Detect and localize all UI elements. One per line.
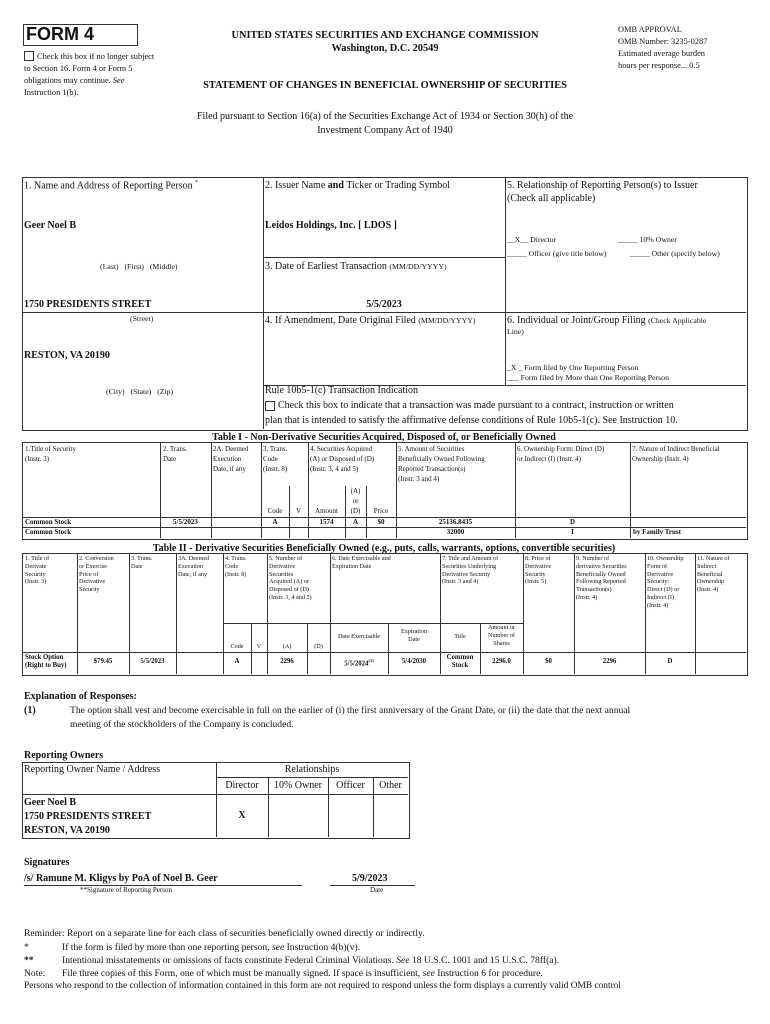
- box6-label-c: Line): [507, 327, 524, 336]
- omb-title: OMB APPROVAL: [618, 25, 682, 34]
- omb-burden-2: hours per response... 0.5: [618, 61, 700, 70]
- t1-title: Common Stock: [25, 528, 72, 536]
- owners-col-officer: Officer: [336, 780, 365, 791]
- t1-price-header: Price: [373, 507, 389, 515]
- t2-col8-header: 8. Price of Derivative Security (Instr. 5): [525, 555, 552, 586]
- reporting-person-name: Geer Noel B: [24, 220, 77, 231]
- rule-10b5-text-1: Check this box to indicate that a transaction was made pursuant to a contract, instruction or written: [265, 400, 674, 411]
- t2-v-header: V: [256, 643, 262, 650]
- explanation-text-2: meeting of the stockholders of the Company is concluded.: [70, 719, 294, 730]
- t2-form: D: [667, 658, 673, 665]
- explanation-text-1: The option shall vest and become exercisable in full on the earlier of (i) the first anniversary of the Grant Date, or (ii) the date that the next annual: [70, 705, 631, 716]
- t2-a: 2296: [280, 658, 294, 665]
- t2-exercisable: 5/5/2024$^{(1)}$: [344, 658, 374, 668]
- t2-a-header: (A): [282, 643, 292, 650]
- t2-date: 5/5/2023: [140, 658, 165, 665]
- footnote-note-mark: Note:: [24, 968, 46, 979]
- t2-title-header: Title: [454, 633, 466, 640]
- t2-conversion: $79.45: [93, 658, 113, 665]
- other-option: _____ Other (specify below): [630, 249, 720, 258]
- reporting-person-street: 1750 PRESIDENTS STREET: [24, 299, 152, 310]
- t1-col1-header: 1.Title of Security (Instr. 3): [25, 445, 76, 463]
- explanation-num: (1): [24, 705, 36, 716]
- multi-person-option: ___ Form filed by More than One Reporting Person: [507, 373, 669, 382]
- t1-amount-header: Amount: [315, 507, 338, 515]
- ten-percent-option: _____ 10% Owner: [618, 235, 677, 244]
- issuer-name: Leidos Holdings, Inc. [ LDOS ]: [265, 220, 397, 231]
- agency-location: Washington, D.C. 20549: [331, 43, 439, 54]
- t2-d-header: (D): [314, 643, 323, 650]
- owners-col-relationships: Relationships: [284, 764, 340, 775]
- signature-date: 5/9/2023: [352, 873, 388, 884]
- t1-form: D: [569, 518, 576, 526]
- table1-title: Table I - Non-Derivative Securities Acquired, Disposed of, or Beneficially Owned: [212, 432, 556, 443]
- date-label: Date: [370, 886, 384, 894]
- t2-col11-header: 11. Nature of Indirect Beneficial Ownership (Instr. 4): [697, 555, 730, 593]
- owners-col-other: Other: [379, 780, 402, 791]
- box3-label: 3. Date of Earliest Transaction (MM/DD/YYYY): [265, 261, 447, 272]
- director-option: __X__ Director: [507, 235, 557, 244]
- box6-label: 6. Individual or Joint/Group Filing (Check Applicable: [507, 315, 707, 326]
- t1-code-header: Code: [267, 507, 283, 515]
- t1-date: 5/5/2023: [173, 518, 198, 526]
- t1-ad-header: (A) or (D): [350, 487, 361, 515]
- box5-label-1: 5. Relationship of Reporting Person(s) to Issuer: [507, 180, 698, 191]
- t2-expiration: 5/4/2030: [401, 658, 427, 665]
- t2-code: A: [234, 658, 240, 665]
- t2-price: $0: [545, 658, 552, 665]
- t2-owned: 2296: [602, 658, 617, 665]
- form-title: FORM 4: [26, 24, 95, 44]
- earliest-transaction-date: 5/5/2023: [366, 299, 402, 310]
- t2-amount-header: Amount or Number of Shares: [488, 624, 515, 647]
- t1-col3-header: 3. Trans. Code (Instr. 8): [263, 445, 288, 473]
- persons-notice: Persons who respond to the collection of information contained in this form are not required to respond unless the form displays a currently valid OMB control: [24, 981, 622, 991]
- t1-col6-header: 6. Ownership Form: Direct (D) or Indirect (I) (Instr. 4): [517, 445, 605, 463]
- box5-label-2: (Check all applicable): [507, 193, 596, 204]
- filed-pursuant-2: Investment Company Act of 1940: [317, 125, 453, 136]
- section16-note: Check this box if no longer subject to Section 16. Form 4 or Form 5 obligations may continue. See Instruction 1(b).: [24, 52, 155, 97]
- t2-col5-header: 5. Number of Derivative Securities Acquired (A) or Disposed of (D) (Instr. 3, 4 and 5): [269, 555, 312, 601]
- t1-owned: 25136.8435: [438, 518, 473, 526]
- box4-label: 4. If Amendment, Date Original Filed (MM/DD/YYYY): [265, 315, 476, 326]
- one-person-option: _X _ Form filed by One Reporting Person: [507, 363, 639, 372]
- explanation-title: Explanation of Responses:: [24, 691, 137, 702]
- agency-name: UNITED STATES SECURITIES AND EXCHANGE COMMISSION: [231, 30, 539, 41]
- rule-10b5-text-2: plan that is intended to satisfy the affirmative defense conditions of Rule 10b5-1(c). See Instruction 10.: [265, 415, 678, 426]
- owners-col-director: Director: [225, 780, 259, 791]
- t1-col2-header: 2. Trans. Date: [163, 445, 188, 463]
- rule-10b5-checkbox[interactable]: [265, 401, 275, 411]
- t1-code: A: [272, 518, 278, 526]
- footnote-star: If the form is filed by more than one reporting person, see Instruction 4(b)(v).: [62, 942, 361, 953]
- t1-v-header: V: [295, 507, 302, 515]
- t2-col1-header: 1. Title of Derivate Security (Instr. 3): [25, 555, 50, 586]
- t1-price: $0: [377, 518, 385, 526]
- signature-label: **Signature of Reporting Person: [80, 886, 172, 894]
- t1-col7-header: 7. Nature of Indirect Beneficial Ownership (Instr. 4): [632, 445, 720, 463]
- footnote-note: File three copies of this Form, one of which must be manually signed. If space is insufficient, see Instruction 6 for procedure.: [62, 968, 543, 979]
- box1-label: 1. Name and Address of Reporting Person *: [24, 180, 199, 192]
- street-label: (Street): [130, 314, 154, 323]
- t2-col9-header: 9. Number of derivative Securities Beneficially Owned Following Reported Transaction(s) (Instr. 4): [576, 555, 627, 601]
- omb-approval: [618, 24, 707, 72]
- owner-address: Geer Noel B 1750 PRESIDENTS STREET RESTON, VA 20190: [24, 797, 152, 836]
- t1-form: I: [571, 528, 574, 536]
- statement-title: STATEMENT OF CHANGES IN BENEFICIAL OWNERSHIP OF SECURITIES: [203, 80, 567, 91]
- t2-col3-header: 3. Trans. Date: [131, 555, 153, 570]
- t1-col4-header: 4. Securities Acquired (A) or Disposed of (D) (Instr. 3, 4 and 5): [310, 445, 375, 473]
- signer-name: /s/ Ramune M. Kligys by PoA of Noel B. Geer: [24, 873, 218, 884]
- filed-pursuant-1: Filed pursuant to Section 16(a) of the Securities Exchange Act of 1934 or Section 30(h) of the: [196, 111, 574, 122]
- name-parts-label: (Last) (First) (Middle): [100, 262, 178, 271]
- t2-col2-header: 2. Conversion or Exercise Price of Derivative Security: [79, 555, 114, 593]
- box2-label: 2. Issuer Name and Ticker or Trading Symbol: [265, 180, 451, 191]
- owners-col-ten: 10% Owner: [273, 780, 323, 791]
- section16-checkbox[interactable]: [24, 51, 34, 61]
- footnote-star-mark: *: [24, 942, 29, 953]
- footnote-dstar-mark: **: [24, 955, 34, 966]
- t1-title: Common Stock: [25, 518, 72, 526]
- t2-col4-header: 4. Trans. Code (Instr. 8): [225, 555, 247, 578]
- reminder: Reminder: Report on a separate line for each class of securities beneficially owned directly or indirectly.: [24, 928, 425, 939]
- t2-code-header: Code: [230, 643, 244, 650]
- owner-director-mark: X: [238, 810, 246, 821]
- t1-col5-header: 5. Amount of Securities Beneficially Owned Following Reported Transaction(s) (Instr. 3 and 4): [398, 445, 485, 483]
- city-parts-label: (City) (State) (Zip): [106, 387, 174, 396]
- omb-number: OMB Number: 3235-0287: [618, 37, 708, 46]
- reporting-owners-title: Reporting Owners: [24, 750, 104, 761]
- t1-ad: A: [352, 518, 359, 526]
- rule-10b5-title: Rule 10b5-1(c) Transaction Indication: [265, 385, 419, 396]
- t1-col2a-header: 2A. Deemed Execution Date, if any: [213, 445, 249, 473]
- officer-option: _____ Officer (give title below): [507, 249, 607, 258]
- t2-col6-header: 6. Date Exercisable and Expiration Date: [332, 555, 391, 570]
- t2-exercisable-header: Date Exercisable: [337, 633, 381, 640]
- footnote-dstar: Intentional misstatements or omissions of facts constitute Federal Criminal Violations. See 18 U.S.C. 1001 and 15 U.S.C. 78ff(a).: [62, 955, 560, 966]
- t2-expiration-header: Expiration Date: [400, 628, 428, 643]
- t1-nature: by Family Trust: [633, 528, 681, 536]
- t2-underlying-title: Common Stock: [446, 654, 474, 670]
- t1-amount: 1574: [319, 518, 334, 526]
- t2-title: Stock Option (Right to Buy): [25, 654, 67, 670]
- table2-title: Table II - Derivative Securities Beneficially Owned (e.g., puts, calls, warrants, options, convertible securities): [152, 543, 616, 554]
- t2-underlying-amount: 2296.0: [492, 658, 511, 665]
- omb-burden-1: Estimated average burden: [618, 49, 705, 58]
- owners-col-name: Reporting Owner Name / Address: [24, 764, 161, 775]
- t2-col7-header: 7. Title and Amount of Securities Underlying Derivative Security (Instr. 3 and 4): [442, 555, 499, 586]
- t1-owned: 32000: [446, 528, 465, 536]
- t2-col3a-header: 3A. Deemed Execution Date, if any: [178, 555, 210, 578]
- t2-col10-header: 10. Ownership Form of Derivative Security: Direct (D) or Indirect (I) (Instr. 4): [647, 555, 684, 609]
- reporting-person-city: RESTON, VA 20190: [24, 350, 110, 361]
- signatures-title: Signatures: [24, 857, 70, 868]
